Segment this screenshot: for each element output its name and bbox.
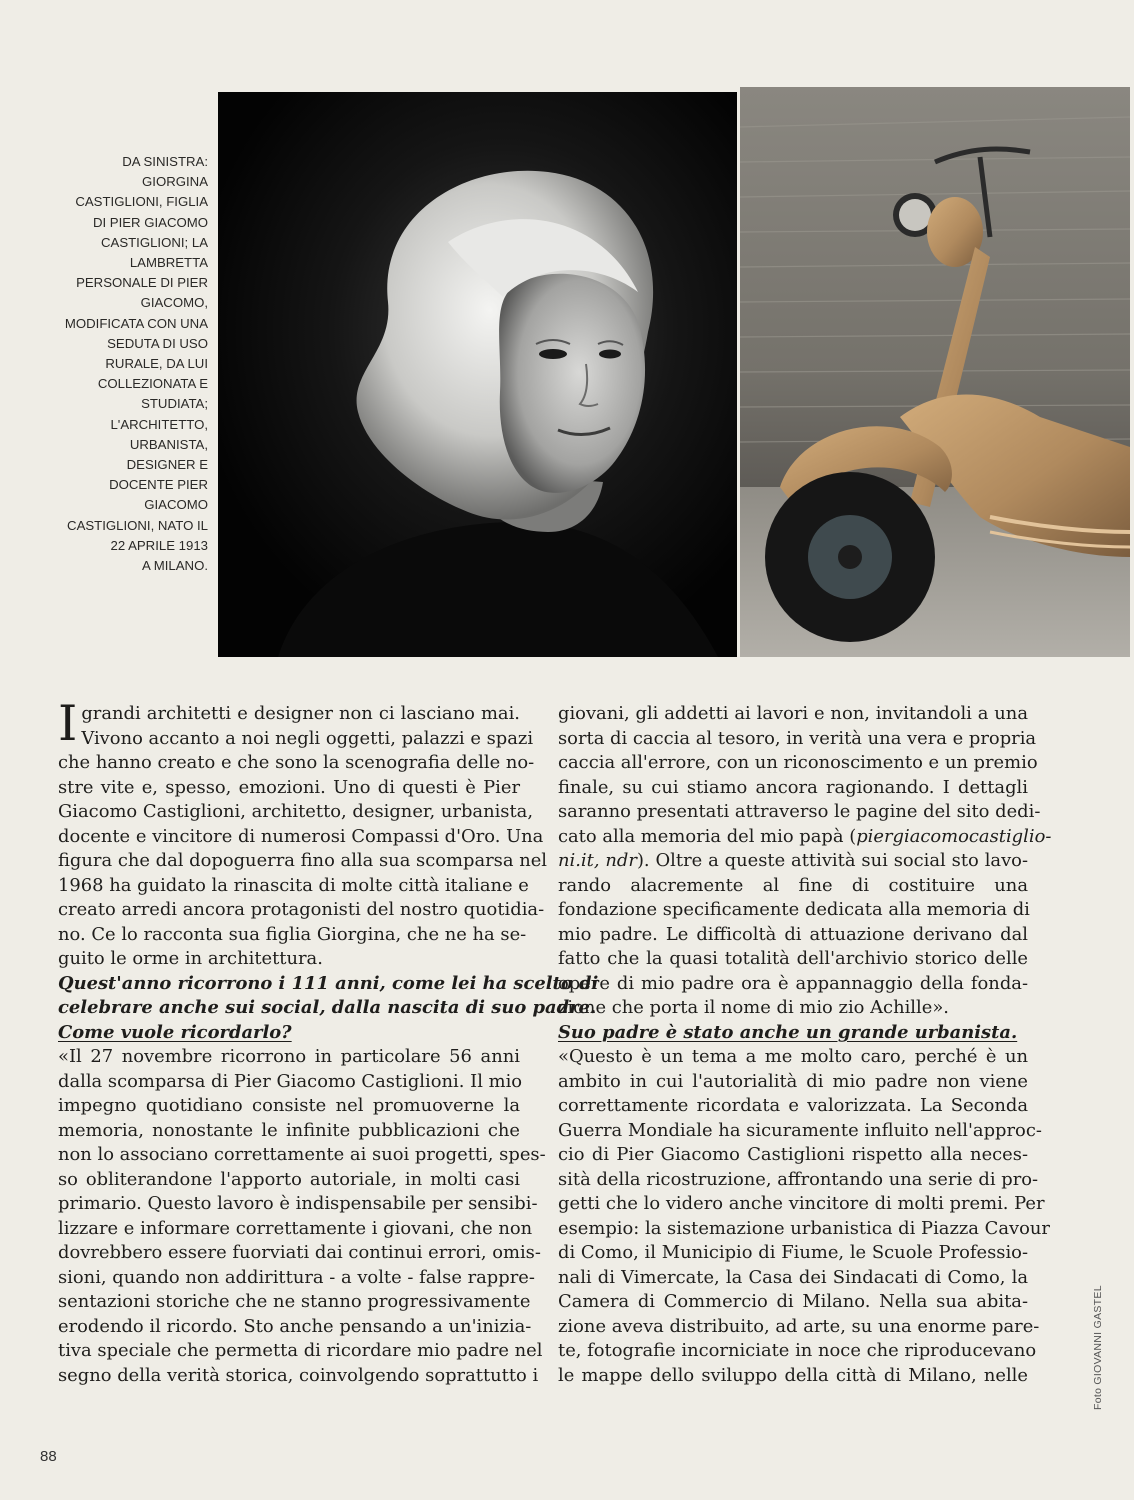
answer-line: sità della ricostruzione, affrontando una serie di pro- (558, 1168, 1039, 1190)
answer-1-part-1 (58, 1045, 546, 1388)
answer-line: sentazioni storiche che ne stanno progressivamente (58, 1291, 531, 1312)
caption-line: GIACOMO, (140, 295, 208, 311)
lambretta-illustration (740, 87, 1130, 657)
caption-line: MODIFICATA CON UNA (64, 315, 208, 331)
answer-line: erodendo il ricordo. Sto anche pensando a un'inizia- (58, 1315, 532, 1337)
intro-paragraph (58, 695, 548, 972)
answer-line: finale, su cui stiamo ancora ragionando. I dettagli (558, 776, 1028, 798)
photo-credit: Foto GIOVANNI GASTEL (1092, 1285, 1104, 1410)
intro-line: che hanno creato e che sono la scenografia delle no- (58, 752, 535, 773)
answer-line: zione aveva distribuito, ad arte, su una enorme pare- (558, 1315, 1040, 1337)
caption-line: CASTIGLIONI, FIGLIA (75, 194, 208, 210)
question-2: Suo padre è stato anche un grande urbanista. (558, 1021, 1018, 1043)
answer-line: zione che porta il nome di mio zio Achille». (558, 997, 949, 1018)
page-number: 88 (40, 1448, 57, 1465)
answer-line: opere di mio padre ora è appannaggio della fonda- (558, 972, 1028, 994)
intro-line: Giacomo Castiglioni, architetto, designer, urbanista, (58, 801, 534, 822)
question-line: Come vuole ricordarlo? (58, 1021, 292, 1043)
portrait-illustration (218, 92, 737, 657)
website-url: piergiacomocastiglio- (856, 825, 1052, 847)
answer-line: rando alacremente al fine di costituire una (558, 874, 1028, 896)
intro-line: figura che dal dopoguerra fino alla sua scomparsa nel (58, 850, 548, 871)
caption-line: STUDIATA; (141, 396, 208, 412)
answer-line: so obliterandone l'apporto autoriale, in molti casi (58, 1168, 520, 1190)
answer-line: sioni, quando non addirittura - a volte - false rappre- (58, 1266, 535, 1288)
answer-line (558, 825, 1052, 850)
answer-line: dalla scomparsa di Pier Giacomo Castiglioni. Il mio (58, 1070, 523, 1092)
caption-line: DA SINISTRA: (122, 154, 208, 169)
answer-line: primario. Questo lavoro è indispensabile per sensibi- (58, 1193, 538, 1214)
caption-line: PERSONALE DI PIER (76, 275, 208, 291)
article-column-left (58, 695, 599, 1388)
answer-line: cio di Pier Giacomo Castiglioni rispetto alla neces- (558, 1144, 1028, 1165)
answer-line: dovrebbero essere fuorviati dai continui errori, omis- (58, 1242, 541, 1263)
intro-line: creato arredi ancora protagonisti del nostro quotidia- (58, 899, 545, 920)
caption-line: A MILANO. (142, 558, 208, 574)
answer-line: Guerra Mondiale ha sicuramente influito nell'approc- (558, 1119, 1042, 1141)
intro-line: guito le orme in architettura. (58, 948, 323, 969)
question-line: celebrare anche sui social, dalla nascita di suo padre. (58, 997, 597, 1018)
answer-line: non lo associano correttamente ai suoi progetti, spes- (58, 1144, 546, 1165)
answer-line: Camera di Commercio di Milano. Nella sua abita- (558, 1291, 1028, 1312)
caption-line: DI PIER GIACOMO (92, 214, 208, 230)
answer-line: tiva speciale che permetta di ricordare mio padre nel (58, 1340, 543, 1361)
intro-line: 1968 ha guidato la rinascita di molte città italiane e (58, 874, 529, 896)
answer-line-text: cato alla memoria del mio papà ( (558, 825, 857, 847)
article-column-right (558, 702, 1052, 1388)
answer-line: mio padre. Le difficoltà di attuazione derivano dal (558, 923, 1028, 945)
answer-line: esempio: la sistemazione urbanistica di Piazza Cavour (558, 1217, 1050, 1239)
portrait-photo (218, 92, 737, 657)
answer-line: giovani, gli addetti ai lavori e non, invitandoli a una (558, 703, 1028, 724)
answer-line: segno della verità storica, coinvolgendo soprattutto i (58, 1364, 539, 1386)
answer-line: di Como, il Municipio di Fiume, le Scuole Professio- (558, 1242, 1028, 1263)
caption-line: COLLEZIONATA E (97, 376, 208, 392)
answer-line: le mappe dello sviluppo della città di Milano, nelle (558, 1364, 1028, 1386)
intro-line: docente e vincitore di numerosi Compassi d'Oro. Una (58, 825, 544, 847)
answer-line: sorta di caccia al tesoro, in verità una vera e propria (558, 727, 1037, 749)
lambretta-photo (740, 87, 1130, 657)
caption-line: SEDUTA DI USO (107, 335, 208, 351)
answer-1-part-2 (558, 702, 1052, 1021)
question-1 (58, 972, 599, 1046)
answer-line: nali di Vimercate, la Casa dei Sindacati di Como, la (558, 1266, 1028, 1288)
caption-line: GIACOMO (144, 497, 208, 513)
caption-line: L'ARCHITETTO, (110, 416, 208, 432)
question-line: Quest'anno ricorrono i 111 anni, come lei ha scelto di (58, 972, 599, 994)
caption-line: CASTIGLIONI; LA (101, 234, 208, 250)
answer-line: fondazione specificamente dedicata alla memoria di (558, 899, 1030, 920)
answer-line: fatto che la quasi totalità dell'archivio storico delle (558, 948, 1028, 969)
answer-line: ambito in cui l'autorialità di mio padre non viene (558, 1070, 1028, 1092)
answer-line: saranno presentati attraverso le pagine del sito dedi- (558, 801, 1041, 822)
caption-line: CASTIGLIONI, NATO IL (67, 517, 208, 533)
answer-2 (558, 1045, 1050, 1388)
answer-line: getti che lo videro anche vincitore di molti premi. Per (558, 1193, 1045, 1214)
answer-line: memoria, nonostante le infinite pubblicazioni che (58, 1119, 520, 1141)
answer-line: caccia all'errore, con un riconoscimento e un premio (558, 752, 1038, 773)
answer-line: «Il 27 novembre ricorrono in particolare 56 anni (58, 1046, 520, 1067)
intro-line: no. Ce lo racconta sua figlia Giorgina, che ne ha se- (58, 923, 527, 945)
answer-line: te, fotografie incorniciate in noce che riproducevano (558, 1340, 1037, 1361)
caption-line: RURALE, DA LUI (105, 356, 208, 372)
answer-line: «Questo è un tema a me molto caro, perché è un (558, 1046, 1028, 1067)
photo-caption (20, 152, 208, 576)
intro-line: grandi architetti e designer non ci lasciano mai. (81, 703, 520, 724)
drop-cap: I (58, 695, 78, 752)
intro-line: Vivono accanto a noi negli oggetti, palazzi e spazi (81, 727, 534, 749)
caption-line: LAMBRETTA (129, 255, 208, 271)
caption-line: GIORGINA (142, 174, 208, 190)
caption-line: 22 APRILE 1913 (110, 537, 208, 553)
answer-line: impegno quotidiano consiste nel promuoverne la (58, 1095, 520, 1116)
caption-line: DESIGNER E (126, 457, 208, 473)
caption-line: DOCENTE PIER (109, 477, 208, 493)
intro-line: stre vite e, spesso, emozioni. Uno di questi è Pier (58, 776, 520, 798)
caption-line: URBANISTA, (129, 436, 208, 452)
answer-line: correttamente ricordata e valorizzata. La Seconda (558, 1095, 1028, 1116)
answer-line: lizzare e informare correttamente i giovani, che non (58, 1217, 533, 1239)
answer-line: ni.it, ndr). Oltre a queste attività sui social sto lavo- (558, 850, 1029, 871)
